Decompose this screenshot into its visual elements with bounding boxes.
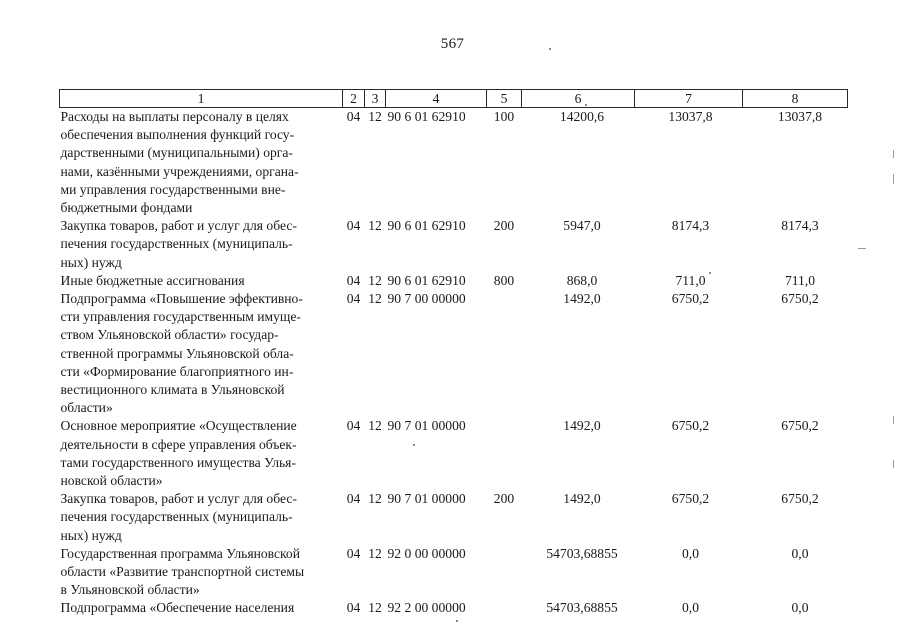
scan-speck bbox=[549, 48, 551, 50]
subsection-code: 12 bbox=[368, 491, 382, 507]
target-article-code: 92 2 00 00000 bbox=[387, 600, 466, 616]
header-col-5: 5 bbox=[487, 90, 522, 108]
description-line: Закупка товаров, работ и услуг для обес- bbox=[60, 218, 297, 234]
scan-speck bbox=[709, 272, 711, 274]
scan-speck bbox=[585, 104, 587, 106]
header-col-4: 4 bbox=[386, 90, 487, 108]
description-line: печения государственных (муниципаль- bbox=[60, 509, 293, 525]
description-line: тами государственного имущества Улья- bbox=[60, 454, 296, 470]
section-code: 04 bbox=[346, 291, 361, 307]
expense-type-code bbox=[487, 599, 522, 617]
amount-col-6: 54703,68855 bbox=[546, 545, 618, 561]
description-line: ством Ульяновской области» государ- bbox=[60, 327, 279, 343]
amount-col-7: 711,0 bbox=[675, 272, 706, 288]
expense-type-code: 100 bbox=[493, 109, 515, 124]
description-line: обеспечения выполнения функций госу- bbox=[60, 127, 295, 143]
amount-col-8: 0,0 bbox=[791, 545, 809, 561]
section-code: 04 bbox=[346, 600, 361, 616]
target-article-code: 90 6 01 62910 bbox=[387, 272, 466, 288]
table-row bbox=[60, 217, 848, 272]
description-line: нами, казёнными учреждениями, органа- bbox=[60, 163, 299, 179]
table-row bbox=[60, 108, 848, 218]
description-line: деятельности в сфере управления объек- bbox=[60, 436, 297, 452]
description-line: ственной программы Ульяновской обла- bbox=[60, 345, 294, 361]
amount-col-7: 0,0 bbox=[682, 545, 699, 561]
amount-col-8: 8174,3 bbox=[781, 218, 819, 234]
description-line: Закупка товаров, работ и услуг для обес- bbox=[60, 491, 297, 507]
section-code: 04 bbox=[346, 218, 361, 234]
description-line: сти «Формирование благоприятного ин- bbox=[60, 363, 294, 379]
description-line: печения государственных (муниципаль- bbox=[60, 236, 293, 252]
header-col-1: 1 bbox=[60, 90, 343, 108]
description-line: ми управления государственными вне- bbox=[60, 181, 286, 197]
amount-col-6: 1492,0 bbox=[563, 418, 601, 434]
amount-col-6: 868,0 bbox=[566, 272, 598, 288]
amount-col-8: 6750,2 bbox=[781, 291, 819, 307]
scan-mark bbox=[893, 460, 894, 468]
expense-type-code bbox=[487, 545, 522, 600]
description-line: Государственная программа Ульяновской bbox=[60, 545, 300, 561]
amount-col-8: 6750,2 bbox=[781, 491, 819, 507]
header-col-3: 3 bbox=[365, 90, 386, 108]
amount-col-7: 6750,2 bbox=[671, 491, 710, 507]
target-article-code: 90 7 00 00000 bbox=[387, 291, 466, 307]
row-description bbox=[60, 545, 343, 600]
page-number: 567 bbox=[440, 36, 465, 52]
row-description bbox=[60, 217, 343, 272]
amount-col-8: 0,0 bbox=[791, 600, 809, 616]
amount-col-8: 6750,2 bbox=[781, 418, 819, 434]
expense-type-code: 800 bbox=[493, 272, 515, 288]
row-description bbox=[60, 417, 343, 490]
description-line: вестиционного климата в Ульяновской bbox=[60, 382, 285, 398]
description-line: области «Развитие транспортной системы bbox=[60, 564, 305, 580]
amount-col-8: 13037,8 bbox=[777, 109, 823, 124]
scan-speck bbox=[413, 444, 415, 446]
subsection-code: 12 bbox=[368, 600, 382, 616]
description-line: Основное мероприятие «Осуществление bbox=[60, 418, 297, 434]
table-row bbox=[60, 545, 848, 600]
subsection-code: 12 bbox=[368, 418, 382, 434]
subsection-code: 12 bbox=[368, 272, 382, 288]
header-row bbox=[60, 90, 848, 108]
amount-col-6: 5947,0 bbox=[563, 218, 601, 234]
amount-col-6: 54703,68855 bbox=[546, 600, 618, 616]
expense-type-code: 200 bbox=[493, 218, 515, 234]
row-description bbox=[60, 272, 343, 290]
description-line: сти управления государственным имуще- bbox=[60, 309, 301, 325]
header-col-7: 7 bbox=[635, 90, 743, 108]
expense-type-code bbox=[487, 290, 522, 417]
target-article-code: 90 6 01 62910 bbox=[387, 109, 466, 124]
subsection-code: 12 bbox=[368, 109, 382, 124]
scan-mark bbox=[893, 150, 894, 158]
table-header bbox=[60, 90, 848, 108]
scan-mark bbox=[858, 248, 866, 249]
amount-col-7: 0,0 bbox=[682, 600, 699, 616]
description-line: новской области» bbox=[60, 473, 163, 489]
subsection-code: 12 bbox=[368, 545, 382, 561]
subsection-code: 12 bbox=[368, 291, 382, 307]
table-row bbox=[60, 599, 848, 617]
expense-type-code bbox=[487, 417, 522, 490]
description-line: в Ульяновской области» bbox=[60, 582, 200, 598]
target-article-code: 90 7 01 00000 bbox=[387, 418, 466, 434]
row-description bbox=[60, 490, 343, 545]
amount-col-8: 711,0 bbox=[784, 272, 816, 288]
row-description bbox=[60, 599, 343, 617]
description-line: ных) нужд bbox=[60, 254, 122, 270]
description-line: дарственными (муниципальными) орга- bbox=[60, 145, 293, 161]
target-article-code: 90 6 01 62910 bbox=[387, 218, 466, 234]
amount-col-6: 14200,6 bbox=[559, 109, 605, 124]
section-code: 04 bbox=[346, 418, 361, 434]
section-code: 04 bbox=[346, 109, 361, 124]
header-col-8: 8 bbox=[743, 90, 848, 108]
section-code: 04 bbox=[346, 272, 361, 288]
section-code: 04 bbox=[346, 491, 361, 507]
amount-col-7: 13037,8 bbox=[668, 109, 713, 124]
header-col-2: 2 bbox=[343, 90, 365, 108]
section-code: 04 bbox=[346, 545, 361, 561]
table-row bbox=[60, 290, 848, 417]
table-row bbox=[60, 490, 848, 545]
description-line: Расходы на выплаты персоналу в целях bbox=[60, 109, 289, 124]
scan-mark bbox=[893, 416, 894, 424]
amount-col-7: 6750,2 bbox=[671, 418, 710, 434]
description-line: Иные бюджетные ассигнования bbox=[60, 272, 245, 288]
amount-col-7: 6750,2 bbox=[671, 291, 710, 307]
scan-speck bbox=[456, 620, 458, 622]
table-row bbox=[60, 417, 848, 490]
description-line: бюджетными фондами bbox=[60, 200, 193, 216]
row-description bbox=[60, 290, 343, 417]
table-row bbox=[60, 272, 848, 290]
scan-mark bbox=[893, 174, 894, 184]
subsection-code: 12 bbox=[368, 218, 382, 234]
target-article-code: 92 0 00 00000 bbox=[387, 545, 466, 561]
amount-col-6: 1492,0 bbox=[563, 291, 601, 307]
description-line: области» bbox=[60, 400, 113, 416]
expense-type-code: 200 bbox=[493, 491, 515, 507]
header-col-6: 6 bbox=[522, 90, 635, 108]
amount-col-7: 8174,3 bbox=[671, 218, 710, 234]
target-article-code: 90 7 01 00000 bbox=[387, 491, 466, 507]
amount-col-6: 1492,0 bbox=[563, 491, 601, 507]
description-line: ных) нужд bbox=[60, 527, 122, 543]
table-body bbox=[60, 108, 848, 618]
description-line: Подпрограмма «Обеспечение населения bbox=[60, 600, 295, 616]
budget-table bbox=[59, 89, 848, 618]
description-line: Подпрограмма «Повышение эффективно- bbox=[60, 291, 303, 307]
row-description bbox=[60, 108, 343, 218]
